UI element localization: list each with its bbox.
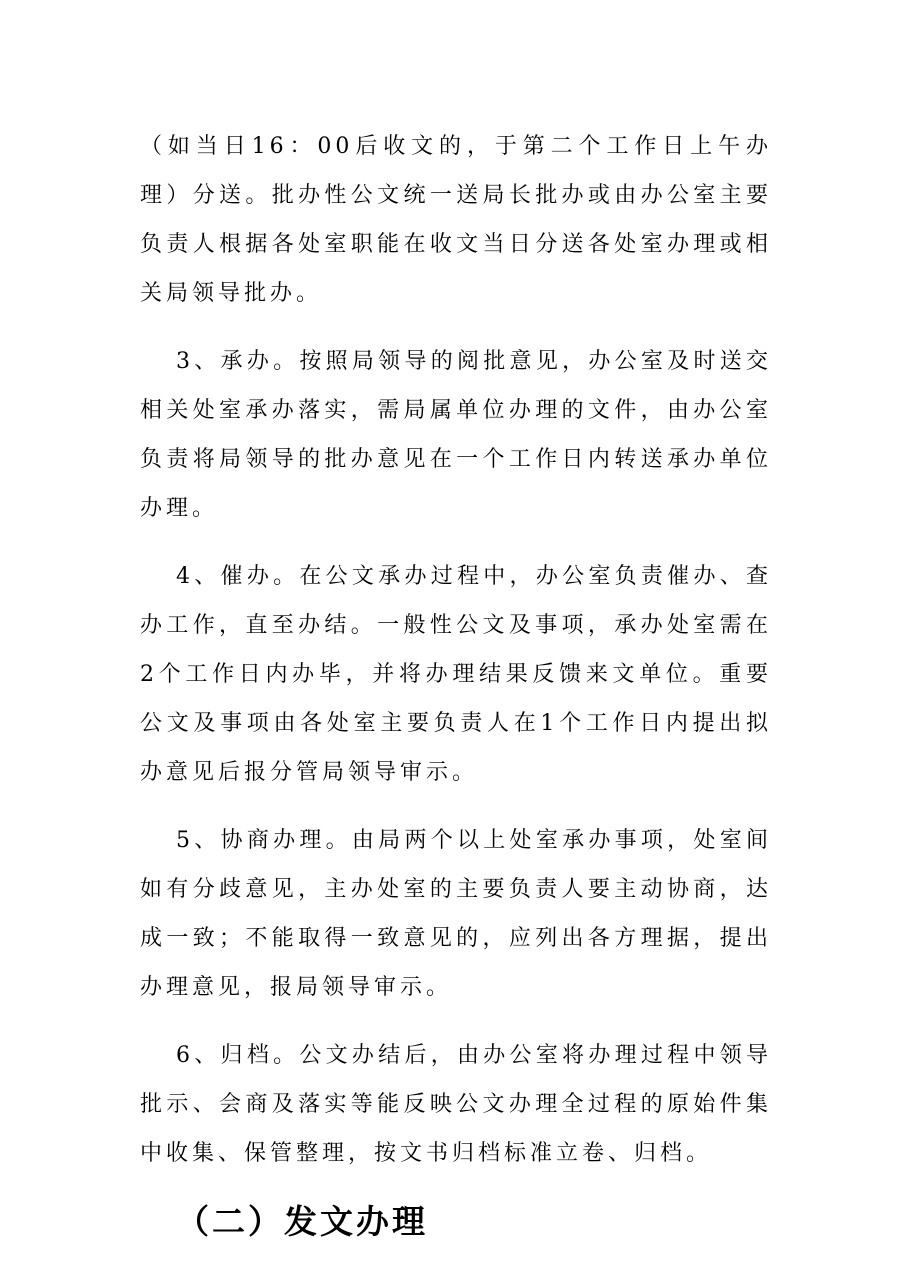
paragraph-archive: 6、归档。公文办结后，由办公室将办理过程中领导批示、会商及落实等能反映公文办理全过程的原始件集中收集、保管整理，按文书归档标准立卷、归档。 [140, 1043, 772, 1166]
paragraph-undertake: 3、承办。按照局领导的阅批意见，办公室及时送交相关处室承办落实，需局属单位办理的文件，由办公室负责将局领导的批办意见在一个工作日内转送承办单位办理。 [140, 349, 772, 521]
paragraph-consultation: 5、协商办理。由局两个以上处室承办事项，处室间如有分歧意见，主办处室的主要负责人要主动协商，达成一致；不能取得一致意见的，应列出各方理据，提出办理意见，报局领导审示。 [140, 828, 772, 1000]
document-body [140, 122, 772, 1246]
section-heading: （二）发文办理 [176, 1202, 428, 1241]
paragraph-distribution: （如当日16：00后收文的，于第二个工作日上午办理）分送。批办性公文统一送局长批办或由办公室主要负责人根据各处室职能在收文当日分送各处室办理或相关局领导批办。 [140, 134, 772, 306]
paragraph-urge: 4、催办。在公文承办过程中，办公室负责催办、查办工作，直至办结。一般性公文及事项，承办处室需在2个工作日内办毕，并将办理结果反馈来文单位。重要公文及事项由各处室主要负责人在1个工作日内提出拟办意见后报分管局领导审示。 [140, 564, 772, 785]
